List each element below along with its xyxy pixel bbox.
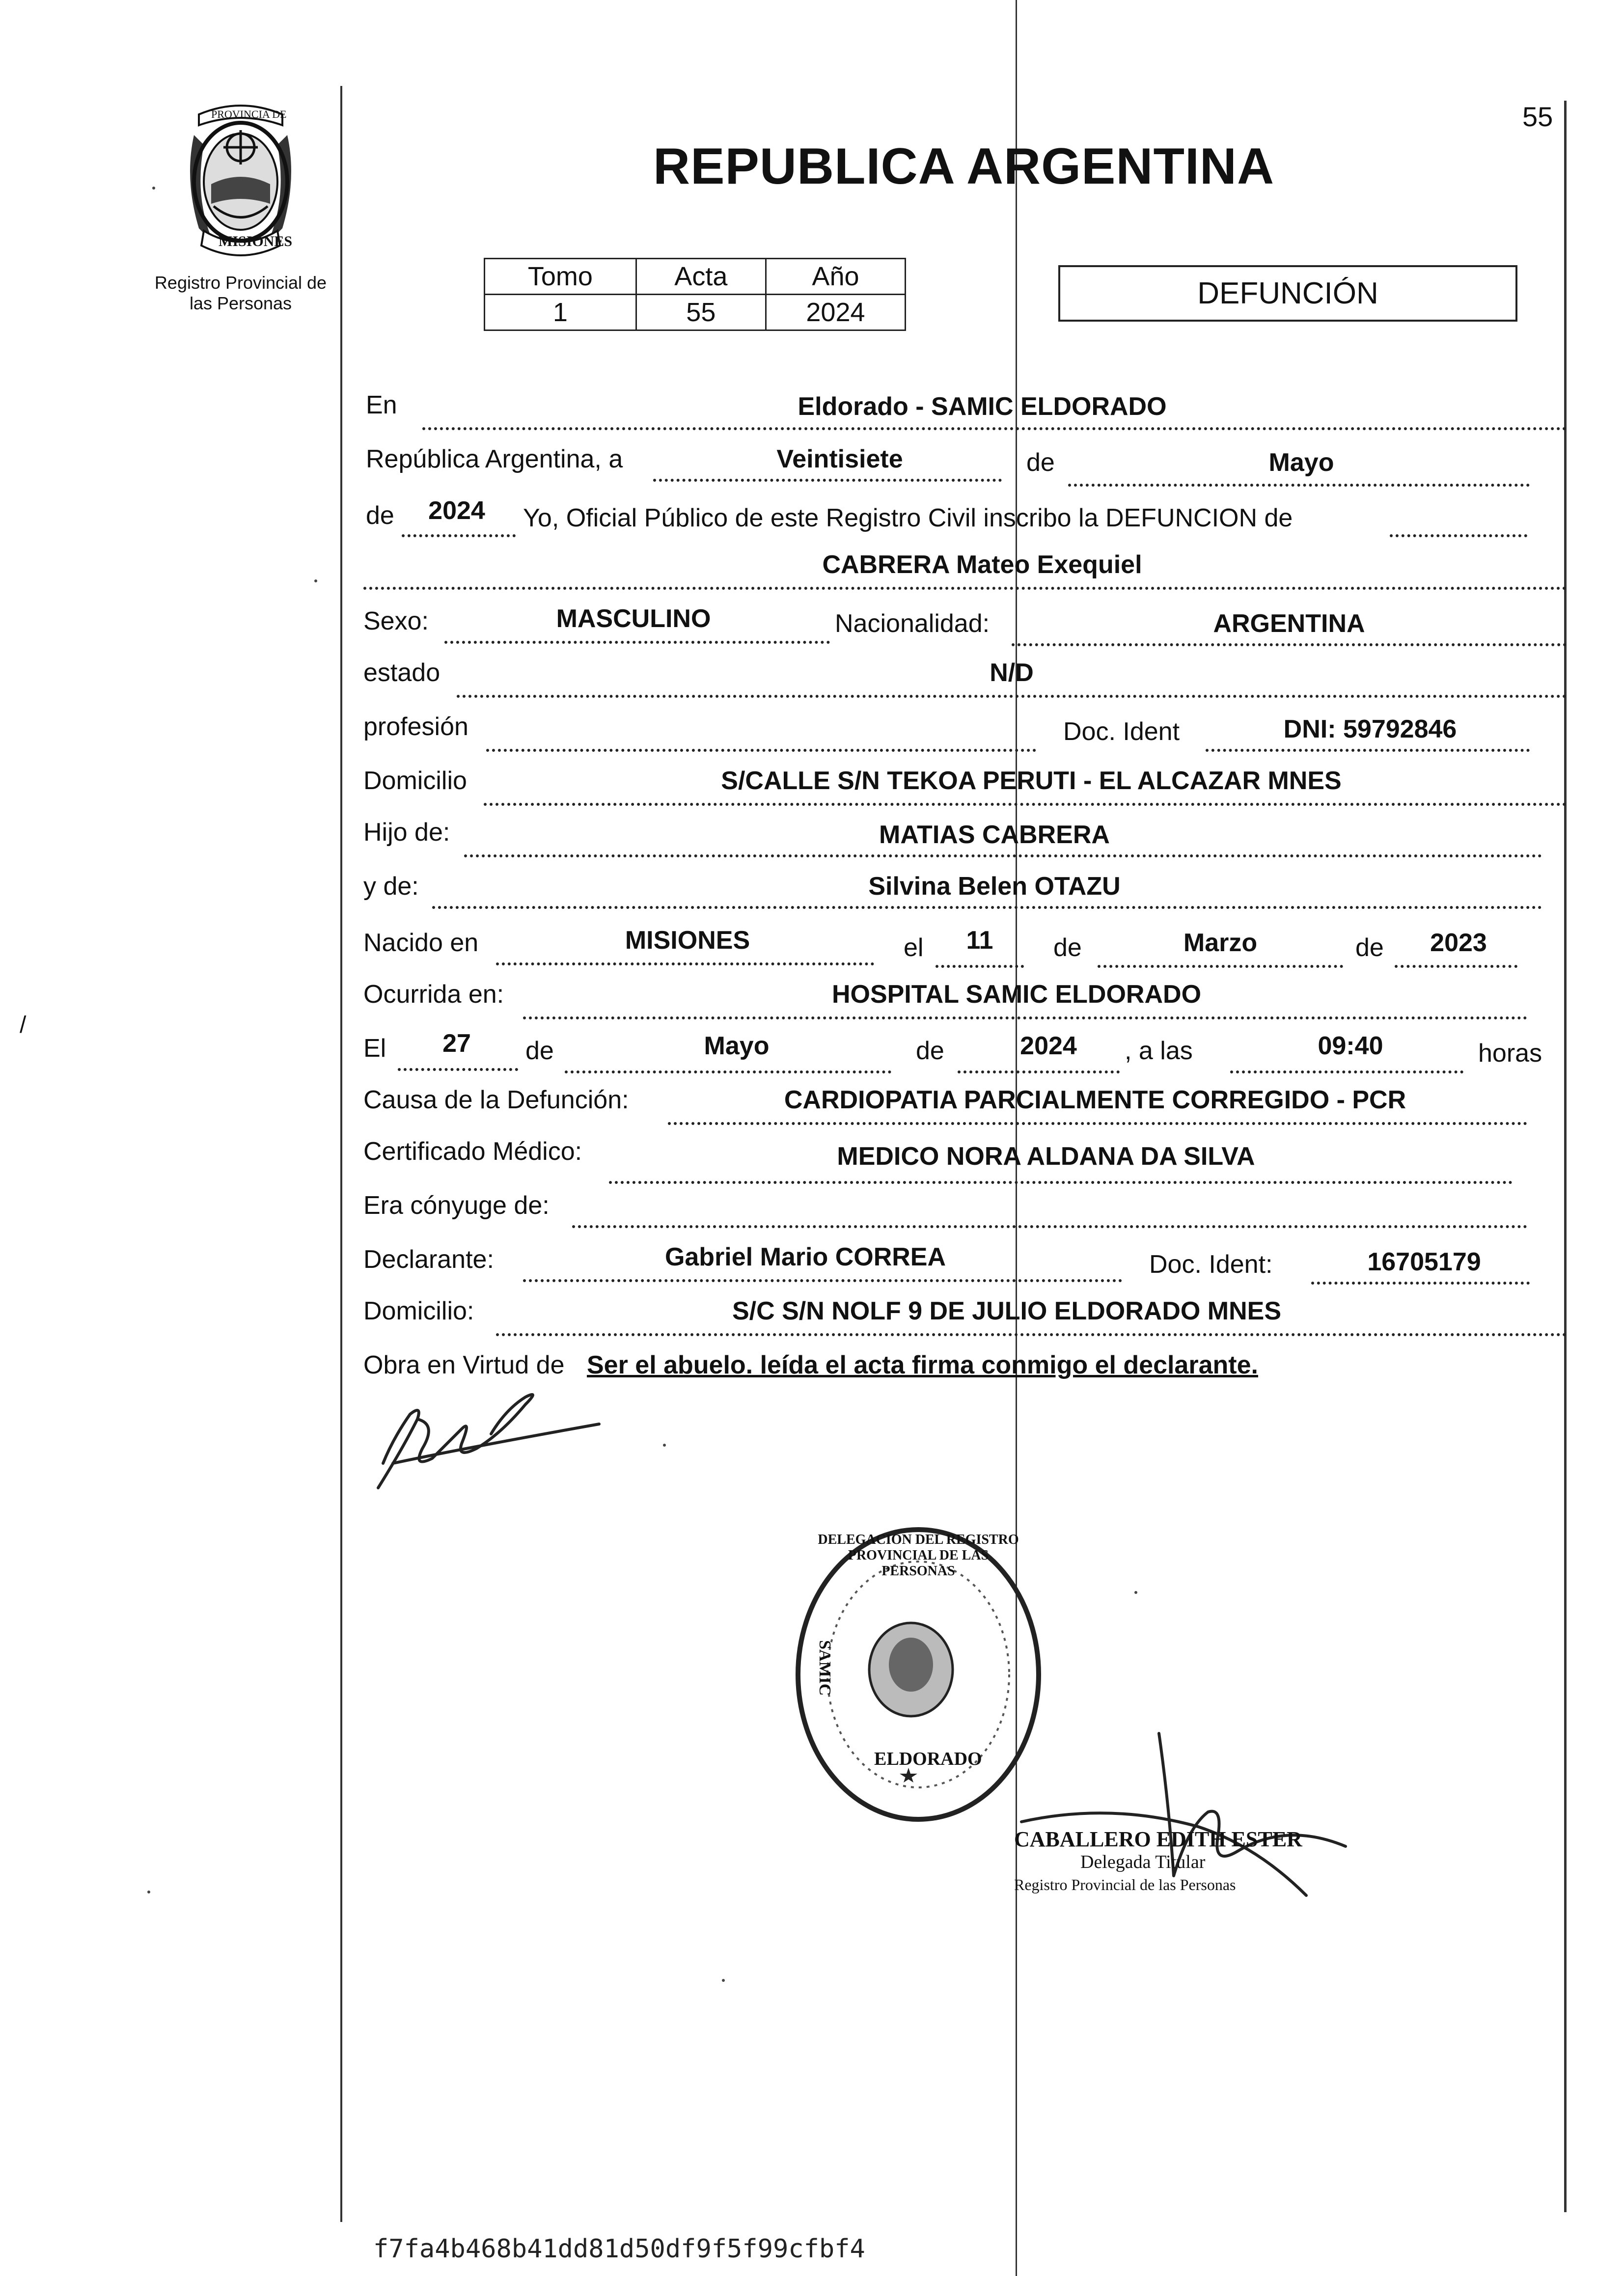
value-birth-month: Marzo: [1183, 929, 1258, 957]
value-birth-year: 2023: [1430, 929, 1487, 957]
scan-speck: [152, 187, 155, 190]
value-death-place: HOSPITAL SAMIC ELDORADO: [831, 980, 1202, 1009]
value-death-month: Mayo: [704, 1032, 770, 1060]
dotline-nacido: [496, 962, 874, 965]
dotline-doc: [1206, 749, 1530, 752]
registry-line-2: las Personas: [189, 293, 292, 313]
value-acta: 55: [636, 295, 766, 330]
registry-label: [133, 273, 349, 314]
dotline-yde: [432, 906, 1542, 909]
label-nacido-en: Nacido en: [363, 929, 479, 957]
header-tomo: Tomo: [485, 259, 636, 295]
right-margin-line: [1564, 101, 1567, 2212]
stamp-center-bottom: ELDORADO: [874, 1749, 982, 1769]
label-el: el: [904, 933, 924, 962]
registry-line-1: Registro Provincial de: [154, 273, 327, 293]
record-table-header: [485, 259, 906, 295]
value-death-year: 2024: [1020, 1032, 1077, 1060]
value-obra: Ser el abuelo. leída el acta firma conmigo el declarante.: [587, 1351, 1258, 1379]
official-role: Delegada Titular: [1080, 1852, 1206, 1872]
value-birth-day: 11: [966, 926, 993, 955]
label-domicilio-2: Domicilio:: [363, 1297, 474, 1325]
value-nacionalidad: ARGENTINA: [1213, 609, 1365, 638]
record-table-values: [485, 295, 906, 330]
value-day-words: Veintisiete: [776, 445, 903, 473]
value-deceased-name: CABRERA Mateo Exequiel: [822, 550, 1142, 579]
label-ocurrida-en: Ocurrida en:: [363, 980, 504, 1009]
declarant-signature: [363, 1375, 619, 1503]
label-de-year: de: [366, 501, 394, 530]
label-y-de: y de:: [363, 872, 419, 901]
record-table: [484, 258, 906, 331]
value-doc-ident-2: 16705179: [1367, 1248, 1481, 1276]
scan-mark: /: [20, 1012, 27, 1038]
label-de-birth-month: de: [1053, 933, 1082, 962]
value-certificado: MEDICO NORA ALDANA DA SILVA: [837, 1142, 1255, 1171]
label-hijo-de: Hijo de:: [363, 818, 450, 847]
dotline-causa: [668, 1122, 1527, 1125]
text-declaration: Yo, Oficial Público de este Registro Civil inscribo la DEFUNCION de: [523, 504, 1293, 532]
dotline-birth-year: [1395, 965, 1517, 968]
value-death-day: 27: [442, 1029, 471, 1058]
label-sexo: Sexo:: [363, 607, 429, 635]
dotline-declarante: [523, 1279, 1122, 1282]
label-de-month: de: [1026, 448, 1055, 477]
value-domicilio: S/CALLE S/N TEKOA PERUTI - EL ALCAZAR MNES: [721, 767, 1342, 795]
value-anio: 2024: [766, 295, 905, 330]
dotline-hijo: [464, 854, 1542, 857]
label-domicilio: Domicilio: [363, 767, 467, 795]
emblem-top-text: PROVINCIA DE: [211, 108, 287, 120]
label-doc-ident: Doc. Ident: [1063, 717, 1180, 746]
province-emblem: [165, 101, 317, 263]
label-a-las: , a las: [1125, 1037, 1193, 1065]
dotline-death-month: [565, 1070, 891, 1073]
dotline-time: [1230, 1070, 1463, 1073]
label-el-date: El: [363, 1034, 386, 1063]
label-horas: horas: [1478, 1039, 1542, 1068]
document-hash: f7fa4b468b41dd81d50df9f5f99cfbf4: [373, 2234, 865, 2264]
dotline-domicilio: [484, 803, 1567, 806]
value-mother: Silvina Belen OTAZU: [868, 872, 1121, 901]
label-declarante: Declarante:: [363, 1245, 494, 1274]
dotline-conyuge: [572, 1225, 1527, 1228]
dotline-name: [363, 587, 1567, 590]
dotline-en: [422, 427, 1567, 430]
label-causa: Causa de la Defunción:: [363, 1086, 629, 1114]
header-acta: Acta: [636, 259, 766, 295]
page-number: 55: [1522, 101, 1553, 132]
value-declarante: Gabriel Mario CORREA: [664, 1243, 946, 1271]
official-name: CABALLERO EDITH ESTER: [1014, 1827, 1302, 1851]
dotline-death-day: [398, 1068, 518, 1071]
fold-line: [1016, 0, 1017, 2276]
label-en: En: [366, 391, 397, 419]
value-estado: N/D: [990, 658, 1034, 687]
value-causa: CARDIOPATIA PARCIALMENTE CORREGIDO - PCR: [784, 1086, 1406, 1114]
value-sexo: MASCULINO: [556, 604, 711, 633]
official-stamp: [791, 1522, 1046, 1827]
label-conyuge: Era cónyuge de:: [363, 1191, 550, 1220]
value-doc-ident: DNI: 59792846: [1283, 715, 1457, 743]
value-month: Mayo: [1268, 448, 1334, 477]
dotline-tail: [1390, 534, 1527, 537]
official-office: Registro Provincial de las Personas: [1014, 1876, 1236, 1893]
label-de-death-year: de: [916, 1037, 944, 1065]
value-place: Eldorado - SAMIC ELDORADO: [798, 392, 1167, 421]
record-type-box: DEFUNCIÓN: [1058, 265, 1517, 322]
dotline-estado: [457, 695, 1567, 698]
page-title: REPUBLICA ARGENTINA: [653, 138, 1275, 195]
scan-speck: [147, 1891, 150, 1893]
scan-speck: [663, 1444, 666, 1447]
scan-speck: [1134, 1591, 1137, 1594]
label-republica: República Argentina, a: [366, 445, 623, 473]
value-birthplace: MISIONES: [625, 926, 750, 955]
label-de-death-month: de: [525, 1037, 554, 1065]
value-year: 2024: [428, 496, 485, 525]
emblem-bottom-text: MISIONES: [219, 233, 293, 249]
header-anio: Año: [766, 259, 905, 295]
stamp-ring-text: DELEGACION DEL REGISTRO PROVINCIAL DE LAS PERSONAS: [818, 1532, 1019, 1579]
label-estado: estado: [363, 658, 440, 687]
scan-speck: [722, 1979, 725, 1982]
label-de-birth-year: de: [1355, 933, 1384, 962]
dotline-doc-2: [1311, 1282, 1530, 1285]
value-domicilio-2: S/C S/N NOLF 9 DE JULIO ELDORADO MNES: [732, 1297, 1282, 1325]
dotline-birth-day: [936, 965, 1024, 968]
value-tomo: 1: [485, 295, 636, 330]
left-margin-line: [340, 86, 342, 2222]
value-death-time: 09:40: [1318, 1032, 1383, 1060]
label-profesion: profesión: [363, 713, 468, 741]
label-doc-ident-2: Doc. Ident:: [1149, 1250, 1273, 1279]
label-certificado: Certificado Médico:: [363, 1137, 582, 1166]
label-obra: Obra en Virtud de: [363, 1351, 565, 1379]
dotline-birth-month: [1098, 965, 1343, 968]
dotline-death-year: [958, 1070, 1120, 1073]
stamp-center-top: SAMIC: [816, 1640, 834, 1696]
scan-speck: [314, 579, 317, 582]
dotline-domicilio-2: [496, 1333, 1567, 1336]
label-nacionalidad: Nacionalidad:: [835, 609, 990, 638]
dotline-ocurrida: [523, 1016, 1527, 1019]
dotline-profesion: [486, 749, 1036, 752]
dotline-nacionalidad: [1012, 643, 1567, 646]
dotline-certificado: [609, 1181, 1513, 1184]
dotline-month: [1068, 484, 1530, 487]
dotline-year: [402, 534, 516, 537]
value-father: MATIAS CABRERA: [879, 821, 1110, 849]
dotline-sexo: [444, 641, 830, 644]
dotline-day: [653, 479, 1002, 482]
